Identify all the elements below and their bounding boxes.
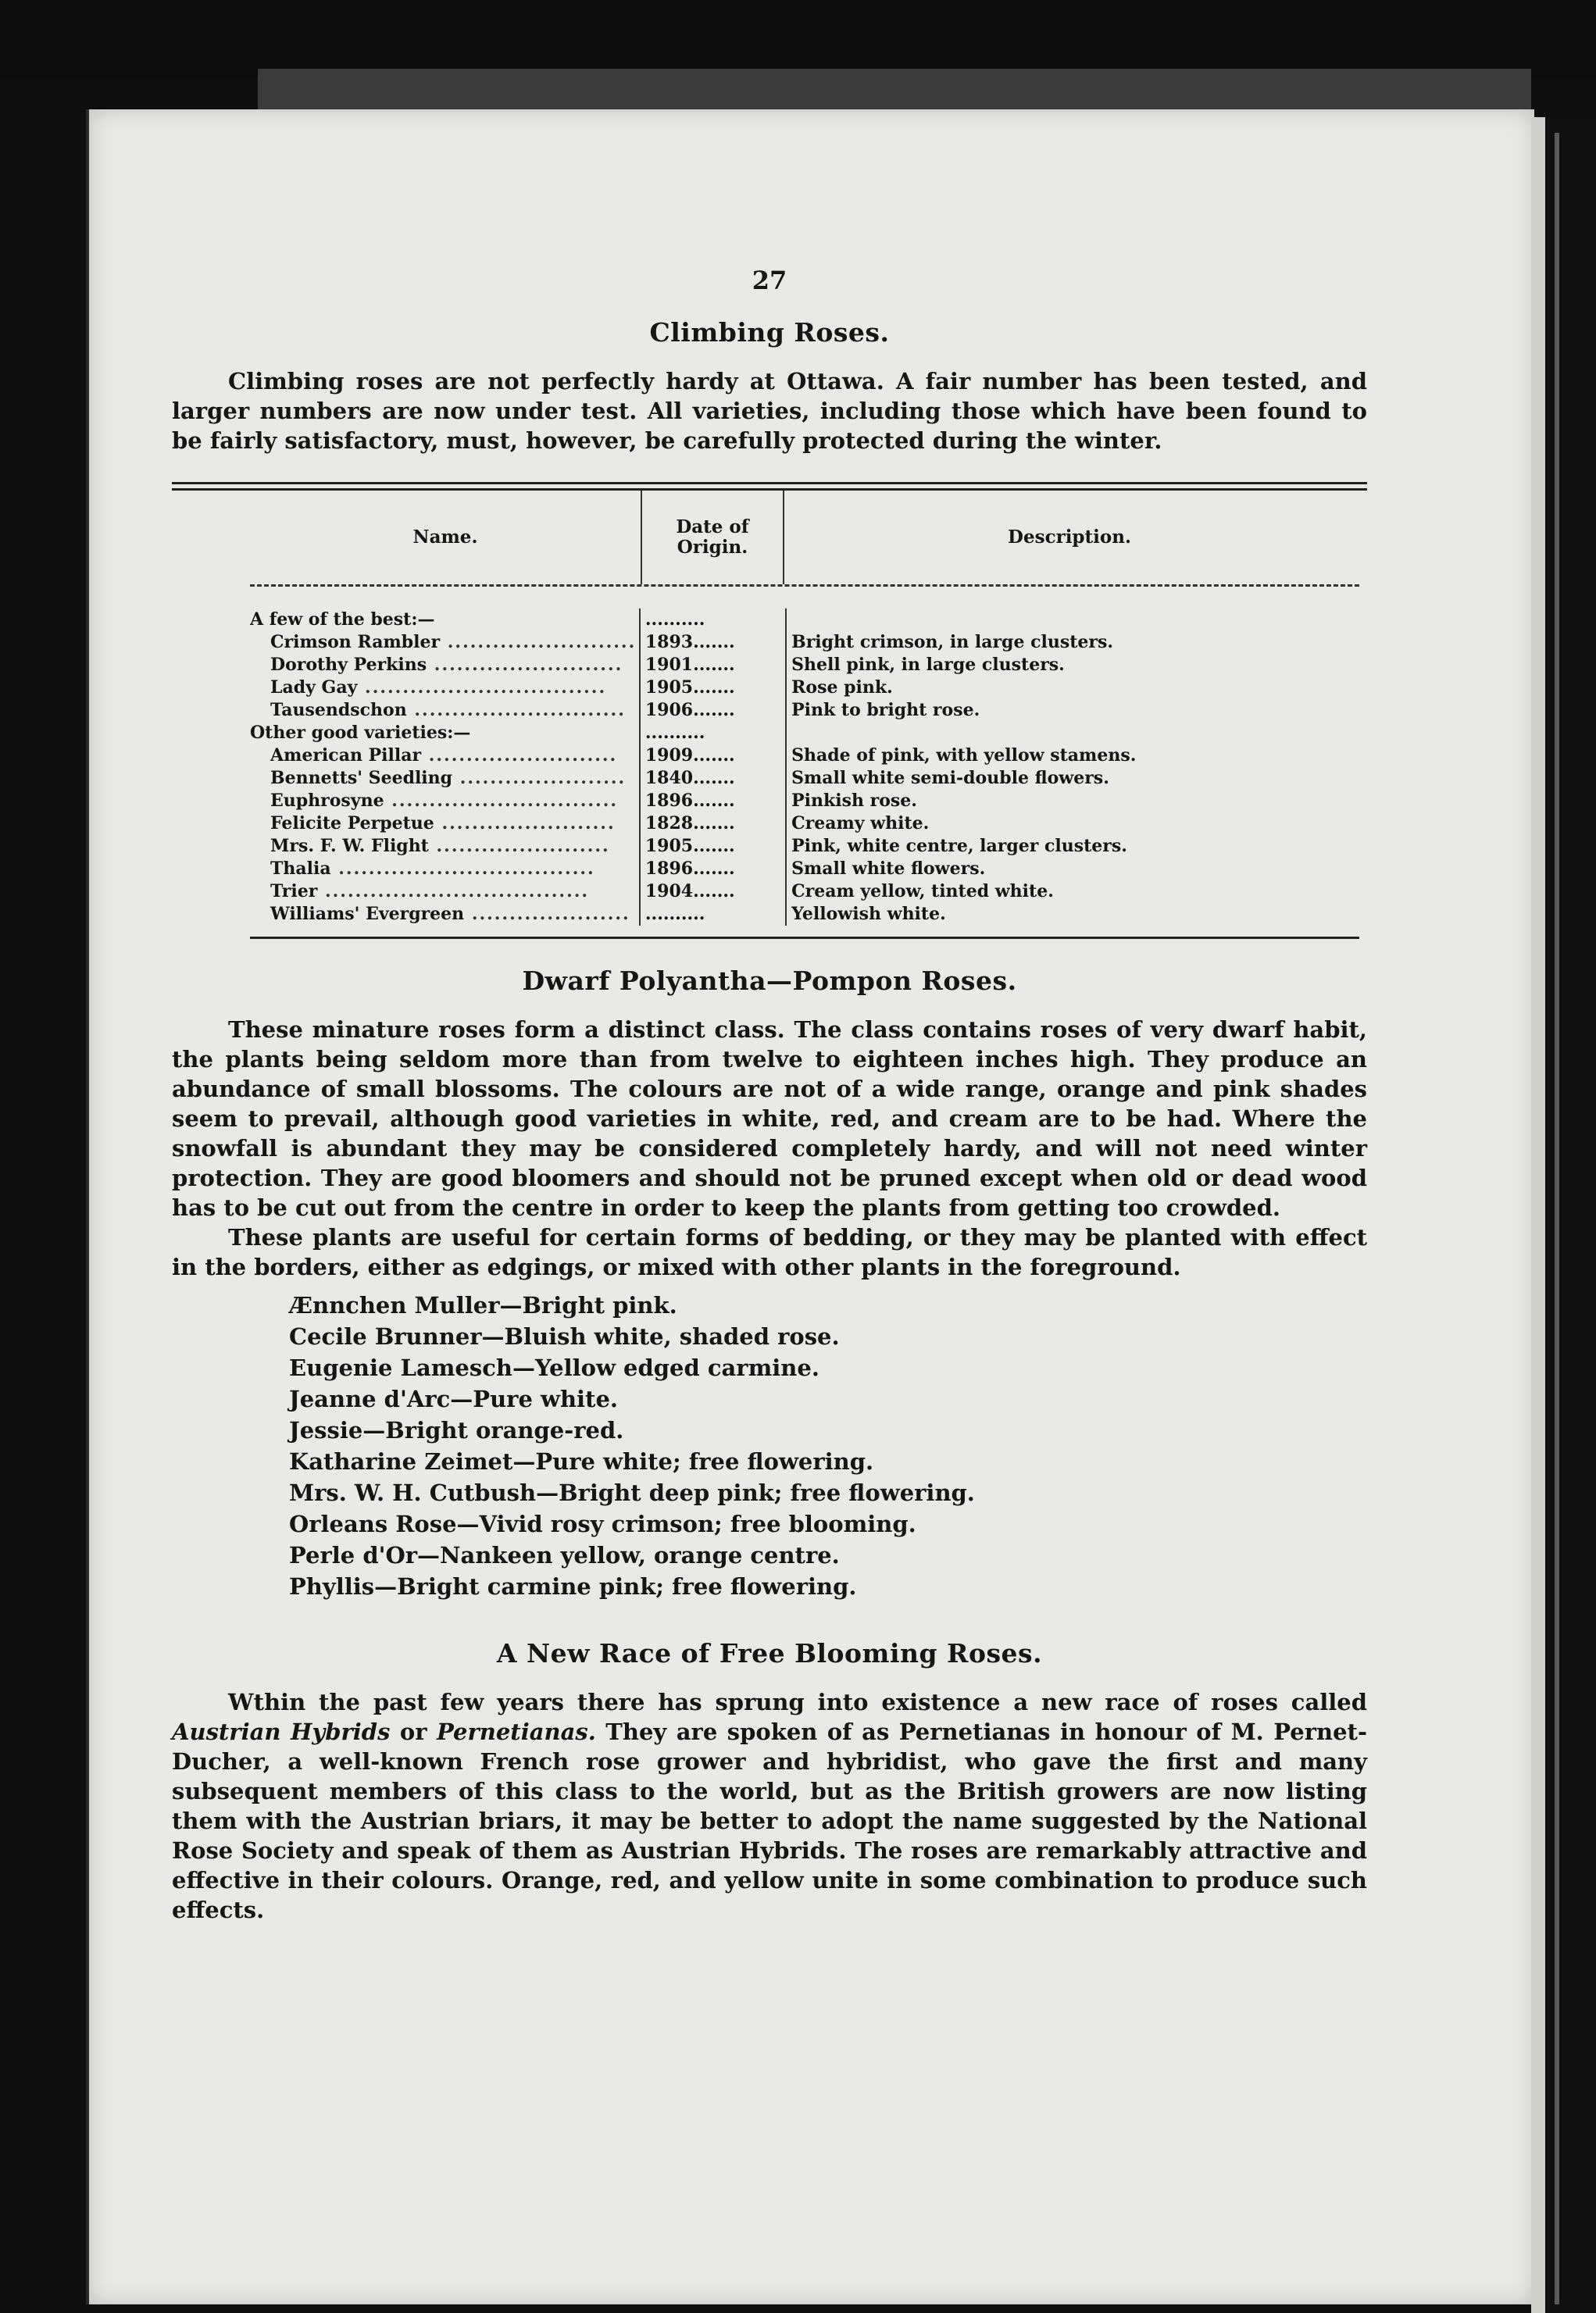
description-column bbox=[787, 609, 1359, 926]
rose-name-cell: Crimson Rambler ......................... bbox=[270, 632, 637, 652]
origin-date-cell: 1904....... bbox=[644, 881, 735, 901]
climbing-intro: Climbing roses are not perfectly hardy at Ottawa. A fair number has been tested, and larger numbers are now under test. All varieties, including those which have been found to be fairly satisfactory, must, however, be carefully protected during the winter. bbox=[172, 368, 1367, 454]
leader-dots: ...................... bbox=[452, 768, 627, 788]
origin-date-cell: .......... bbox=[644, 609, 705, 630]
origin-date-cell: 1905....... bbox=[644, 836, 735, 856]
leader-dots: ............................ bbox=[406, 700, 626, 720]
page-content bbox=[172, 266, 1367, 1925]
description-cell: Cream yellow, tinted white. bbox=[791, 881, 1054, 901]
origin-date-cell: .......... bbox=[644, 723, 705, 743]
rose-name-cell: Bennetts' Seedling ...................... bbox=[270, 768, 627, 788]
description-cell: Pink, white centre, larger clusters. bbox=[791, 836, 1127, 856]
origin-date-cell: 1828....... bbox=[644, 813, 735, 833]
binding-strip bbox=[1555, 133, 1559, 2304]
date-column bbox=[639, 609, 787, 926]
origin-date-cell: 1905....... bbox=[644, 677, 735, 698]
dwarf-polyantha-section bbox=[172, 966, 1367, 1602]
rose-list-item: Cecile Brunner—Bluish white, shaded rose. bbox=[289, 1323, 840, 1350]
description-cell: Shade of pink, with yellow stamens. bbox=[791, 745, 1137, 766]
leader-dots: ......................... bbox=[440, 632, 637, 652]
rose-list-item: Jessie—Bright orange-red. bbox=[289, 1417, 624, 1444]
rose-name-cell: Euphrosyne .............................. bbox=[270, 791, 619, 811]
origin-date-cell: 1896....... bbox=[644, 791, 735, 811]
rose-list-item: Perle d'Or—Nankeen yellow, orange centre. bbox=[289, 1542, 840, 1569]
table-top-rule bbox=[172, 482, 1367, 491]
origin-date-cell: 1909....... bbox=[644, 745, 735, 766]
name-column bbox=[250, 609, 639, 926]
new-race-italic-2: Pernetianas. bbox=[437, 1719, 596, 1745]
leader-dots: ....................... bbox=[428, 836, 610, 856]
table-group-label: Other good varieties:— bbox=[250, 723, 471, 743]
rose-name-cell: Tausendschon ............................ bbox=[270, 700, 626, 720]
rose-list-item: Phyllis—Bright carmine pink; free flowering. bbox=[289, 1573, 857, 1600]
description-cell: Small white flowers. bbox=[791, 858, 986, 879]
rose-name-cell: Lady Gay ................................ bbox=[270, 677, 607, 698]
rose-name-cell: Thalia .................................. bbox=[270, 858, 595, 879]
origin-date-cell: 1901....... bbox=[644, 655, 735, 675]
origin-date-cell: 1906....... bbox=[644, 700, 735, 720]
section-title-climbing: Climbing Roses. bbox=[649, 317, 890, 348]
table-group-label: A few of the best:— bbox=[250, 609, 435, 630]
description-cell: Rose pink. bbox=[791, 677, 893, 698]
rose-name-cell: Mrs. F. W. Flight ....................... bbox=[270, 836, 610, 856]
description-cell: Creamy white. bbox=[791, 813, 930, 833]
origin-date-cell: 1893....... bbox=[644, 632, 735, 652]
rose-name-cell: Felicite Perpetue ....................... bbox=[270, 813, 616, 833]
rose-list-item: Ænnchen Muller—Bright pink. bbox=[289, 1292, 677, 1319]
leader-dots: ......................... bbox=[421, 745, 618, 766]
origin-date-cell: 1896....... bbox=[644, 858, 735, 879]
rose-name-cell: Dorothy Perkins ......................... bbox=[270, 655, 623, 675]
new-race-text-or: or bbox=[390, 1719, 437, 1745]
rose-list-item: Eugenie Lamesch—Yellow edged carmine. bbox=[289, 1355, 819, 1381]
header-date: Date of Origin. bbox=[641, 491, 784, 584]
dwarf-rose-list bbox=[289, 1290, 1367, 1602]
rose-list-item: Katharine Zeimet—Pure white; free flowering. bbox=[289, 1448, 874, 1475]
climbing-roses-section bbox=[172, 317, 1367, 939]
leader-dots: .............................. bbox=[384, 791, 619, 811]
description-cell: Yellowish white. bbox=[791, 904, 946, 924]
scan-right-border bbox=[1545, 117, 1596, 2313]
leader-dots: ................................... bbox=[317, 881, 590, 901]
leader-dots: ..................... bbox=[464, 904, 630, 924]
origin-date-cell: .......... bbox=[644, 904, 705, 924]
origin-date-cell: 1840....... bbox=[644, 768, 735, 788]
rose-list-item: Mrs. W. H. Cutbush—Bright deep pink; free flowering. bbox=[289, 1480, 975, 1506]
new-race-italic-1: Austrian Hybrids bbox=[172, 1719, 391, 1745]
header-name: Name. bbox=[412, 526, 478, 548]
description-cell bbox=[791, 722, 1359, 744]
leader-dots: ....................... bbox=[434, 813, 616, 833]
new-race-paragraph bbox=[172, 1687, 1367, 1925]
new-race-text-start: Wthin the past few years there has sprung into existence a new race of roses called bbox=[228, 1689, 1367, 1715]
header-description: Description. bbox=[1008, 526, 1131, 548]
rose-list-item: Jeanne d'Arc—Pure white. bbox=[289, 1386, 618, 1412]
section-title-dwarf: Dwarf Polyantha—Pompon Roses. bbox=[522, 966, 1017, 996]
leader-dots: ......................... bbox=[427, 655, 623, 675]
page-number: 27 bbox=[752, 266, 787, 295]
table-body bbox=[250, 587, 1359, 939]
description-cell bbox=[791, 609, 1359, 631]
climbing-roses-table bbox=[250, 491, 1359, 939]
section-title-new-race: A New Race of Free Blooming Roses. bbox=[496, 1638, 1043, 1669]
rose-list-item: Orleans Rose—Vivid rosy crimson; free blooming. bbox=[289, 1511, 916, 1537]
description-cell: Small white semi-double flowers. bbox=[791, 768, 1109, 788]
scan-top-border bbox=[0, 0, 1596, 78]
dwarf-paragraph-2: These plants are useful for certain forms of bedding, or they may be planted with effect in the borders, either as edgings, or mixed with other plants in the foreground. bbox=[172, 1224, 1367, 1280]
page-edge bbox=[1531, 117, 1545, 2313]
dwarf-paragraph-1: These minature roses form a distinct class. The class contains roses of very dwarf habit, the plants being seldom more than from twelve to eighteen inches high. They produce an abundance of small blossoms. The colours are not of a wide range, orange and pink shades seem to prevail, although good varieties in white, red, and cream are to be had. Where the snowfall is abundant they may be considered completely hardy, and will not need winter protection. They are good bloomers and should not be pruned except when old or dead wood has to be cut out from the centre in order to keep the plants from getting too crowded. bbox=[172, 1016, 1367, 1221]
description-cell: Pinkish rose. bbox=[791, 791, 917, 811]
rose-name-cell: Trier ................................... bbox=[270, 881, 590, 901]
leader-dots: ................................ bbox=[357, 677, 607, 698]
description-cell: Pink to bright rose. bbox=[791, 700, 980, 720]
new-race-text-rest: They are spoken of as Pernetianas in honour of M. Pernet-Ducher, a well-known French rose grower and hybridist, who gave the first and many subsequent members of this class to the world, but as the British growers are now listing them with the Austrian briars, it may be better to adopt the name suggested by the National Rose Society and speak of them as Austrian Hybrids. The roses are remarkably attractive and effective in their colours. Orange, red, and yellow unite in some combination to produce such effects. bbox=[172, 1719, 1367, 1923]
rose-name-cell: American Pillar ......................... bbox=[270, 745, 618, 766]
leader-dots: .................................. bbox=[330, 858, 595, 879]
description-cell: Bright crimson, in large clusters. bbox=[791, 632, 1114, 652]
description-cell: Shell pink, in large clusters. bbox=[791, 655, 1065, 675]
rose-name-cell: Williams' Evergreen ..................... bbox=[270, 904, 630, 924]
new-race-section bbox=[172, 1638, 1367, 1925]
table-header bbox=[250, 491, 1359, 587]
